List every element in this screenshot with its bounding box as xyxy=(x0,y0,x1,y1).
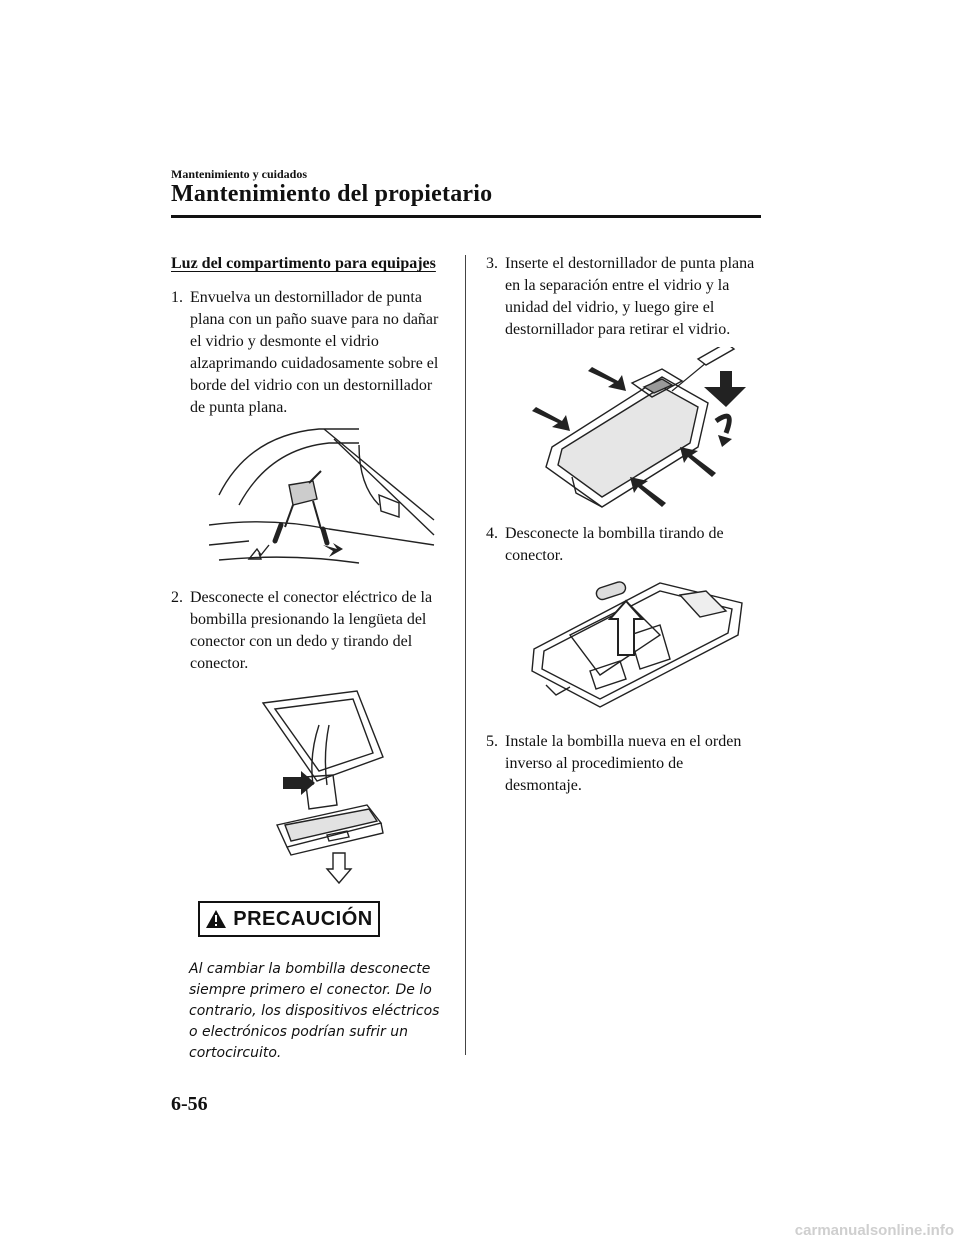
step-number: 3. xyxy=(486,255,498,272)
step-number: 2. xyxy=(171,589,183,606)
step-number: 5. xyxy=(486,733,498,750)
figure-connector-disconnect xyxy=(257,685,397,885)
step-text: Envuelva un destornillador de punta plana con un paño suave para no dañar el vidrio y desmonte el vidrio alzaprimando cuidadosamente sobre el borde del vidrio con un destornillador de punta plana. xyxy=(190,289,439,416)
column-divider xyxy=(465,255,466,1055)
step-text: Inserte el destornillador de punta plana en la separación entre el vidrio y la unidad del vidrio, y luego gire el destornillador para retirar el vidrio. xyxy=(505,255,755,338)
step-number: 4. xyxy=(486,525,498,542)
caution-label: PRECAUCIÓN xyxy=(233,908,373,930)
caution-banner xyxy=(198,901,380,937)
step-text: Desconecte el conector eléctrico de la bombilla presionando la lengüeta del conector con un dedo y tirando del conector. xyxy=(190,589,433,672)
title-rule xyxy=(171,215,761,218)
page-title: Mantenimiento del propietario xyxy=(171,181,493,207)
watermark: carmanualsonline.info xyxy=(794,1222,954,1239)
figure-remove-bulb xyxy=(530,575,750,715)
figure-trunk-lamp-pry xyxy=(209,425,439,575)
step-1 xyxy=(171,287,441,419)
page-number: 6-56 xyxy=(171,1093,208,1115)
step-text: Instale la bombilla nueva en el orden inverso al procedimiento de desmontaje. xyxy=(505,733,742,794)
step-5 xyxy=(486,731,762,797)
section-label: Mantenimiento y cuidados xyxy=(171,167,308,181)
step-text: Desconecte la bombilla tirando de conector. xyxy=(505,525,724,564)
left-column xyxy=(171,253,441,1064)
caution-text: Al cambiar la bombilla desconecte siempre primero el conector. De lo contrario, los dispositivos eléctricos o electrónicos podrían sufrir un cortocircuito. xyxy=(189,961,440,1061)
warning-triangle-icon xyxy=(205,909,227,929)
step-4 xyxy=(486,523,762,567)
figure-remove-glass xyxy=(522,347,762,517)
subheading: Luz del compartimento para equipajes xyxy=(171,255,436,272)
step-2 xyxy=(171,587,441,675)
step-3 xyxy=(486,253,762,341)
right-column xyxy=(486,253,762,797)
step-number: 1. xyxy=(171,289,183,306)
